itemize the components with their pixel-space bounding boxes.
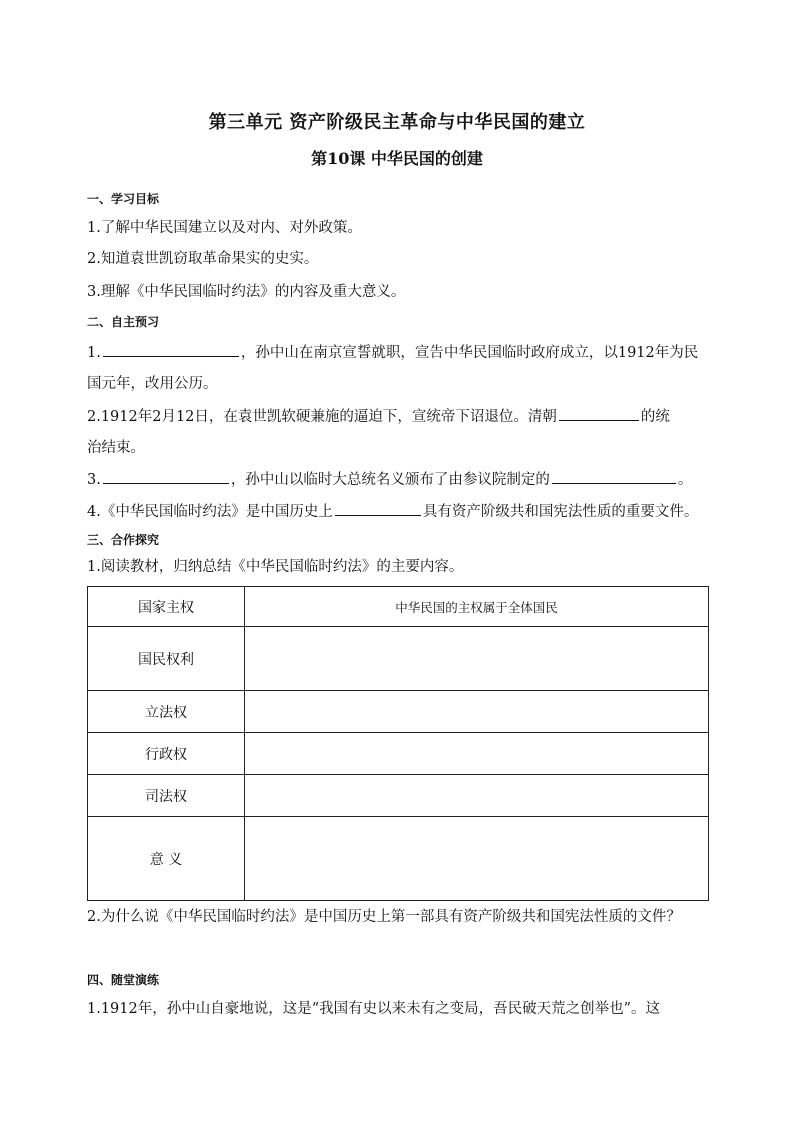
row-value-executive[interactable] bbox=[245, 733, 709, 775]
preview-question-2 bbox=[87, 405, 727, 426]
explore-question-2: 2.为什么说《中华民国临时约法》是中国历史上第一部具有资产阶级共和国宪法性质的文件？ bbox=[87, 909, 681, 925]
preview-question-2-cont: 治结束。 bbox=[87, 440, 145, 456]
section-heading-practice: 四、随堂演练 bbox=[87, 973, 160, 987]
row-label-citizen-rights: 国民权利 bbox=[88, 627, 245, 691]
preview-question-1-cont: 国元年，改用公历。 bbox=[87, 376, 218, 392]
answer-blank[interactable] bbox=[552, 482, 676, 484]
row-label-legislative: 立法权 bbox=[88, 691, 245, 733]
goal-item-3: 3.理解《中华民国临时约法》的内容及重大意义。 bbox=[87, 284, 406, 300]
table-row bbox=[88, 627, 709, 691]
row-label-judicial: 司法权 bbox=[88, 775, 245, 817]
preview-question-1 bbox=[87, 341, 727, 362]
table-row bbox=[88, 817, 709, 901]
table-row bbox=[88, 775, 709, 817]
q1-text: ，孙中山在南京宣誓就职，宣告中华民国临时政府成立，以1912年为民 bbox=[240, 345, 699, 361]
row-value-legislative[interactable] bbox=[245, 691, 709, 733]
answer-blank[interactable] bbox=[103, 355, 239, 357]
table-row bbox=[88, 733, 709, 775]
row-value-citizen-rights[interactable] bbox=[245, 627, 709, 691]
table-row bbox=[88, 587, 709, 627]
row-label-sovereignty: 国家主权 bbox=[88, 587, 245, 627]
lesson-title: 第10课 中华民国的创建 bbox=[311, 149, 483, 168]
row-value-judicial[interactable] bbox=[245, 775, 709, 817]
q3-text: ，孙中山以临时大总统名义颁布了由参议院制定的 bbox=[230, 472, 550, 488]
answer-blank[interactable] bbox=[103, 482, 229, 484]
row-value-significance[interactable] bbox=[245, 817, 709, 901]
q1-prefix: 1. bbox=[87, 345, 101, 361]
q3-prefix: 3. bbox=[87, 472, 101, 488]
q3-tail: 。 bbox=[677, 472, 693, 488]
q4-text: 4.《中华民国临时约法》是中国历史上 bbox=[87, 504, 333, 520]
q4-tail: 具有资产阶级共和国宪法性质的重要文件。 bbox=[422, 504, 699, 520]
goal-item-2: 2.知道袁世凯窃取革命果实的史实。 bbox=[87, 251, 319, 267]
practice-question-1: 1.1912年，孙中山自豪地说，这是“我国有史以来未有之变局，吾民破天荒之创举也”。这 bbox=[87, 1001, 661, 1017]
explore-question-1: 1.阅读教材，归纳总结《中华民国临时约法》的主要内容。 bbox=[87, 559, 464, 575]
answer-blank[interactable] bbox=[335, 514, 421, 516]
goal-item-1: 1.了解中华民国建立以及对内、对外政策。 bbox=[87, 220, 362, 236]
q2-tail: 的统 bbox=[640, 409, 670, 425]
section-heading-preview: 二、自主预习 bbox=[87, 315, 160, 329]
preview-question-4 bbox=[87, 500, 727, 521]
q2-text: 2.1912年2月12日，在袁世凯软硬兼施的逼迫下，宣统帝下诏退位。清朝 bbox=[87, 409, 557, 425]
answer-blank[interactable] bbox=[559, 419, 639, 421]
row-label-significance: 意 义 bbox=[88, 817, 245, 901]
constitution-content-table bbox=[87, 586, 709, 901]
section-heading-goals: 一、学习目标 bbox=[87, 192, 160, 206]
row-label-executive: 行政权 bbox=[88, 733, 245, 775]
section-heading-explore: 三、合作探究 bbox=[87, 533, 160, 547]
preview-question-3 bbox=[87, 468, 727, 489]
row-value-sovereignty: 中华民国的主权属于全体国民 bbox=[245, 587, 709, 627]
unit-title: 第三单元 资产阶级民主革命与中华民国的建立 bbox=[208, 112, 586, 133]
table-row bbox=[88, 691, 709, 733]
